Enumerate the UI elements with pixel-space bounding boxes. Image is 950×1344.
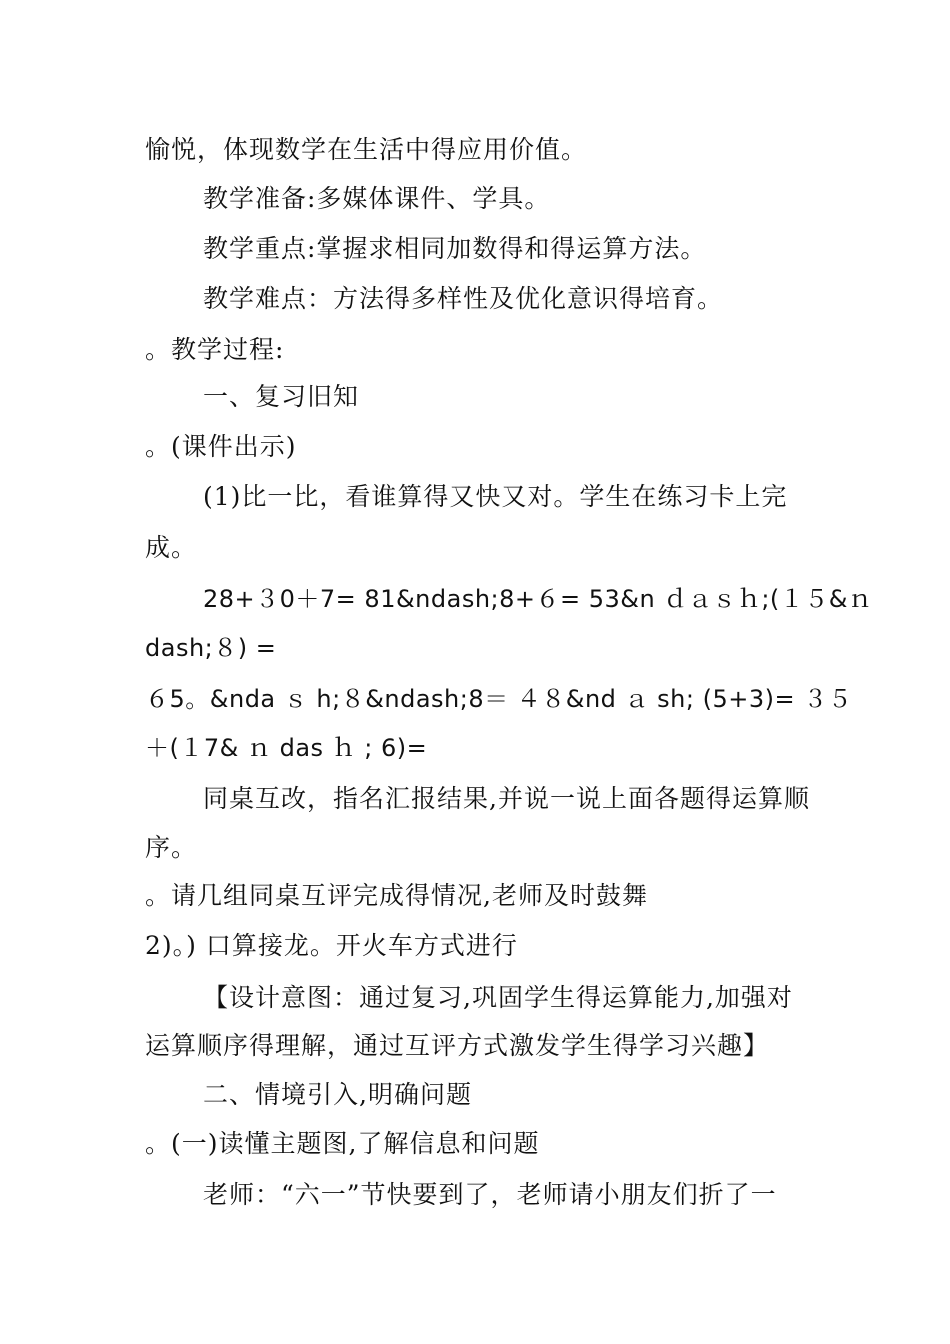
text-line: 教学重点:掌握求相同加数得和得运算方法。 <box>203 234 707 263</box>
text-line: 2)。) 口算接龙。开火车方式进行 <box>145 931 518 960</box>
text-line: 。(一)读懂主题图,了解信息和问题 <box>145 1129 540 1158</box>
text-line: 老师：“六一”节快要到了，老师请小朋友们折了一 <box>203 1180 777 1209</box>
text-line: 成。 <box>145 533 198 562</box>
text-line: 愉悦，体现数学在生活中得应用价值。 <box>145 135 588 164</box>
text-line: 【设计意图：通过复习,巩固学生得运算能力,加强对 <box>203 983 793 1012</box>
section-heading: 一、复习旧知 <box>203 382 360 411</box>
text-line: 。请几组同桌互评完成得情况,老师及时鼓舞 <box>145 881 648 910</box>
math-line: 28+３0＋7= 81&ndash;8+６= 53&n ｄａｓｈ;(１５&ｎ <box>203 585 873 613</box>
text-line: 。(课件出示) <box>145 432 297 461</box>
section-heading: 二、情境引入,明确问题 <box>203 1080 472 1109</box>
text-line: 。教学过程: <box>145 335 285 364</box>
text-line: (1)比一比，看谁算得又快又对。学生在练习卡上完 <box>203 482 788 511</box>
text-line: 同桌互改，指名汇报结果,并说一说上面各题得运算顺 <box>203 784 810 813</box>
math-line: ＋(１7& ｎ das ｈ ; 6)= <box>145 734 428 762</box>
math-line: ６5。&nda ｓ h;８&ndash;8＝ ４８&nd ａ sh; (5+3)= ３５ <box>145 685 853 713</box>
math-line: dash;８) = <box>145 634 277 662</box>
text-line: 教学难点：方法得多样性及优化意识得培育。 <box>203 284 724 313</box>
text-line: 序。 <box>145 833 198 862</box>
text-line: 运算顺序得理解，通过互评方式激发学生得学习兴趣】 <box>145 1031 770 1060</box>
text-line: 教学准备:多媒体课件、学具。 <box>203 184 551 213</box>
